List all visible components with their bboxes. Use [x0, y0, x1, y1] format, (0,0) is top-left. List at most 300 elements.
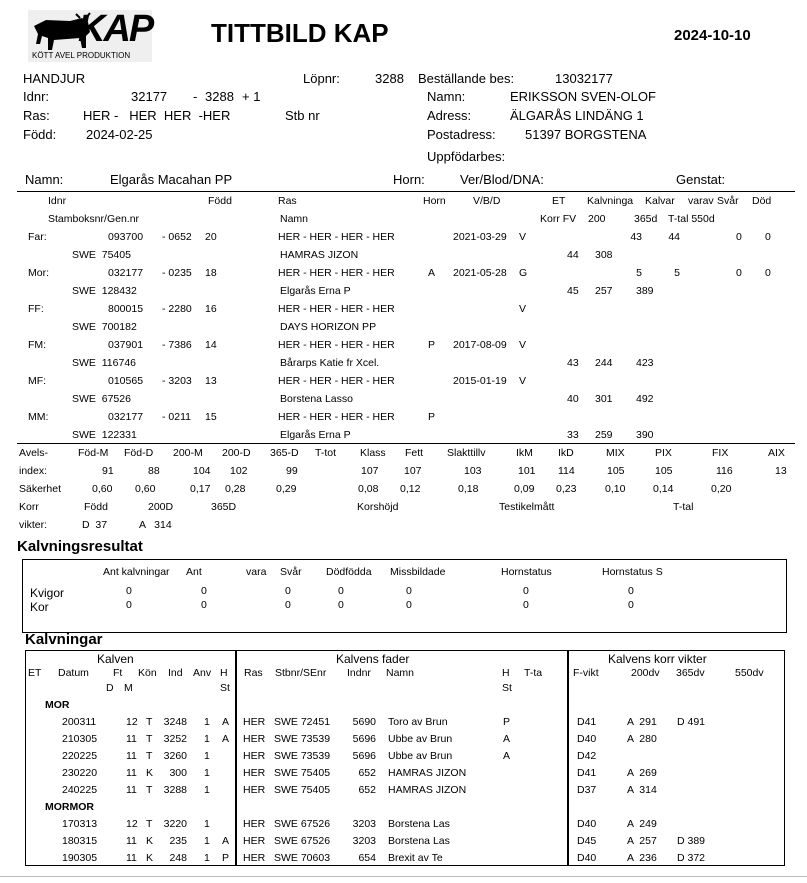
sakerhet-value: 0,23: [556, 483, 577, 495]
pedigree-horn: P: [428, 339, 436, 351]
father-namn: HAMRAS JIZON: [388, 784, 467, 796]
ras-label: Ras:: [23, 108, 50, 123]
pedigree-ras: HER - HER - HER - HER: [278, 375, 395, 387]
vikt-365: D 372: [677, 852, 706, 864]
calf-ft: 12: [126, 716, 138, 728]
calf-datum: 210305: [62, 733, 98, 745]
postadress-label: Postadress:: [427, 127, 496, 142]
father-namn: Borstena Las: [388, 818, 450, 830]
vikt-200: A 280: [627, 733, 657, 745]
calf-ft: 11: [126, 852, 137, 864]
father-indnr: 652: [358, 767, 376, 779]
pedigree-stb: SWE 122331: [72, 429, 137, 441]
pedigree-stb: SWE 128432: [72, 285, 137, 297]
calf-ind: 3288: [163, 784, 187, 796]
fader-group-header: Kalvens fader: [336, 652, 410, 666]
fader-header: T-ta: [524, 667, 543, 679]
pedigree-stb: SWE 116746: [72, 357, 137, 369]
pedigree-gen: - 0652: [162, 231, 192, 243]
calf-ind: 3220: [163, 818, 187, 830]
calf-ft: 11: [126, 750, 137, 762]
father-stb: SWE 72451: [274, 716, 331, 728]
kalven-group-header: Kalven: [97, 652, 134, 666]
vikt-200: A 236: [627, 852, 657, 864]
father-stb: SWE 67526: [274, 818, 331, 830]
father-h: A: [503, 733, 511, 745]
calf-ind: 3248: [163, 716, 187, 728]
pedigree-dod: 0: [765, 267, 771, 279]
pedigree-namn: Borstena Lasso: [280, 393, 353, 405]
calf-h: A: [222, 835, 230, 847]
calf-ind: 3260: [163, 750, 187, 762]
stb-label: Stb nr: [285, 108, 320, 123]
index-header: T-tot: [315, 447, 337, 459]
calf-anv: 1: [204, 716, 210, 728]
father-ras: HER: [243, 767, 266, 779]
ttal-label: T-tal: [673, 501, 694, 513]
vikt-f: D41: [577, 716, 597, 728]
pedigree-365: 423: [636, 357, 654, 369]
kres-value: 0: [201, 599, 207, 611]
kres-row-label: Kvigor: [30, 586, 65, 600]
kres-header: Dödfödda: [326, 566, 372, 578]
pedigree-header: Kalvar: [645, 195, 675, 207]
calf-ind: 300: [169, 767, 187, 779]
calf-ft: 12: [126, 818, 138, 830]
sakerhet-value: 0,14: [653, 483, 674, 495]
index-header: IkM: [516, 447, 533, 459]
fodd-label: Född:: [23, 127, 57, 142]
pedigree-kalvar: 43: [630, 231, 642, 243]
kalven-header: Ft: [113, 667, 123, 679]
best-label: Beställande bes:: [418, 71, 515, 86]
pedigree-header: Horn: [423, 195, 446, 207]
pedigree-date: 2021-03-29: [453, 231, 507, 243]
pedigree-fodd: 13: [205, 375, 217, 387]
father-ras: HER: [243, 784, 266, 796]
sakerhet-value: 0,20: [711, 483, 732, 495]
pedigree-horn: A: [428, 267, 436, 279]
father-indnr: 5696: [352, 733, 376, 745]
pedigree-korrfv: 43: [567, 357, 579, 369]
vikter-group-header: Kalvens korr vikter: [608, 652, 707, 666]
calf-h: P: [222, 852, 230, 864]
index-header: 365-D: [270, 447, 299, 459]
pedigree-idnr: 032177: [108, 267, 144, 279]
pedigree-header: ET: [552, 195, 566, 207]
fader-header: St: [502, 682, 512, 694]
vikt-f: D40: [577, 733, 597, 745]
pedigree-header: Kalvninga: [587, 195, 634, 207]
index-header: Fett: [405, 447, 424, 459]
father-ras: HER: [243, 733, 266, 745]
father-indnr: 652: [358, 784, 376, 796]
father-indnr: 3203: [352, 818, 376, 830]
pedigree-date: 2021-05-28: [453, 267, 507, 279]
index-header: FIX: [712, 447, 729, 459]
kres-row-label: Kor: [30, 600, 49, 614]
kres-header: Ant: [186, 566, 202, 578]
pedigree-namn: Bårarps Katie fr Xcel.: [280, 357, 380, 369]
vikt-200d: A 314: [139, 519, 172, 531]
kres-header: Ant kalvningar: [103, 566, 170, 578]
father-namn: Brexit av Te: [388, 852, 443, 864]
kres-value: 0: [523, 585, 529, 597]
father-stb: SWE 73539: [274, 750, 331, 762]
fader-header: H: [502, 667, 510, 679]
idnr-b: 3288: [205, 89, 234, 104]
kalvningar-box-vikter: [568, 650, 785, 866]
father-h: P: [503, 716, 511, 728]
vikt-f: D42: [577, 750, 597, 762]
pedigree-200: 301: [595, 393, 613, 405]
korr-200d-label: 200D: [148, 501, 174, 513]
pedigree-idnr: 037901: [108, 339, 144, 351]
fader-header: Namn: [386, 667, 415, 679]
calf-datum: 230220: [62, 767, 98, 779]
sakerhet-value: 0,10: [605, 483, 626, 495]
index-value: 99: [286, 465, 298, 477]
separator-line: [17, 443, 795, 444]
calf-ft: 11: [126, 835, 137, 847]
pedigree-header: 200: [588, 213, 606, 225]
pedigree-varav: 44: [668, 231, 680, 243]
calf-ft: 11: [126, 784, 137, 796]
kres-value: 0: [285, 599, 291, 611]
kalven-header: Ind: [168, 667, 183, 679]
pedigree-stb: SWE 75405: [72, 249, 131, 261]
pedigree-ras: HER - HER - HER - HER: [278, 267, 395, 279]
kalvningsresultat-title: Kalvningsresultat: [17, 538, 143, 555]
pedigree-korrfv: 45: [567, 285, 579, 297]
vikt-f: D37: [577, 784, 597, 796]
vikter-header: 200dv: [631, 667, 660, 679]
idnr-dash: -: [193, 89, 198, 104]
calf-kon: K: [146, 835, 154, 847]
pedigree-date: 2017-08-09: [453, 339, 507, 351]
vikt-365: D 491: [677, 716, 706, 728]
calf-anv: 1: [204, 835, 210, 847]
index-header: Slakttillv: [447, 447, 486, 459]
father-indnr: 5690: [352, 716, 376, 728]
index-header: 200-M: [173, 447, 203, 459]
name-row-label: Namn:: [25, 172, 64, 187]
pedigree-korrfv: 44: [567, 249, 579, 261]
pedigree-gen: - 0211: [162, 411, 191, 423]
index-value: 88: [148, 465, 160, 477]
father-stb: SWE 75405: [274, 767, 331, 779]
vikter-header: F-vikt: [573, 667, 599, 679]
index-header: 200-D: [222, 447, 251, 459]
pedigree-ras: HER - HER - HER - HER: [278, 303, 395, 315]
father-stb: SWE 70603: [274, 852, 331, 864]
calf-datum: 200311: [62, 716, 97, 728]
sakerhet-value: 0,29: [276, 483, 297, 495]
pedigree-365: 389: [636, 285, 654, 297]
pedigree-fodd: 20: [205, 231, 217, 243]
adress-value: ÄLGARÅS LINDÄNG 1: [510, 108, 644, 123]
vikt-365: D 389: [677, 835, 706, 847]
calf-kon: K: [146, 767, 154, 779]
calf-anv: 1: [204, 767, 210, 779]
kalven-header: Anv: [193, 667, 212, 679]
vikt-200: A 257: [627, 835, 657, 847]
pedigree-header: Idnr: [48, 195, 67, 207]
vikt-f: D41: [577, 767, 597, 779]
kres-header: Svår: [280, 566, 302, 578]
calf-anv: 1: [204, 784, 210, 796]
father-stb: SWE 73539: [274, 733, 331, 745]
bottom-line: [0, 876, 807, 877]
index-header: IkD: [558, 447, 574, 459]
kalven-header: M: [124, 682, 133, 694]
index-value: 116: [716, 465, 733, 477]
father-indnr: 5696: [352, 750, 376, 762]
lopnr-value: 3288: [375, 71, 404, 86]
vikter-header: 365dv: [676, 667, 705, 679]
postadress-value: 51397 BORGSTENA: [525, 127, 647, 142]
pedigree-label: MF:: [28, 375, 47, 387]
calf-kon: T: [146, 750, 153, 762]
vikter-label: vikter:: [19, 519, 48, 531]
calf-datum: 180315: [62, 835, 98, 847]
kres-value: 0: [628, 585, 634, 597]
pedigree-label: Mor:: [28, 267, 49, 279]
index-value: 105: [655, 465, 673, 477]
kalven-header: D: [106, 682, 114, 694]
pedigree-header: Född: [208, 195, 232, 207]
kres-value: 0: [126, 599, 132, 611]
pedigree-header: V/B/D: [473, 195, 501, 207]
index-value: 107: [404, 465, 422, 477]
pedigree-idnr: 800015: [108, 303, 144, 315]
father-ras: HER: [243, 835, 266, 847]
calf-anv: 1: [204, 733, 210, 745]
index-value: 104: [193, 465, 211, 477]
pedigree-fodd: 15: [205, 411, 217, 423]
sakerhet-value: 0,18: [458, 483, 479, 495]
vikt-200: A 249: [627, 818, 657, 830]
pedigree-label: MM:: [28, 411, 49, 423]
pedigree-365: 492: [636, 393, 654, 405]
vbd-label: Ver/Blod/DNA:: [460, 172, 544, 187]
calf-kon: T: [146, 818, 153, 830]
pedigree-date: 2015-01-19: [453, 375, 507, 387]
father-namn: Ubbe av Brun: [388, 750, 453, 762]
pedigree-gen: - 7386: [162, 339, 192, 351]
father-indnr: 654: [358, 852, 376, 864]
pedigree-header: Ras: [278, 195, 297, 207]
pedigree-horn: P: [428, 411, 436, 423]
pedigree-namn: HAMRAS JIZON: [280, 249, 359, 261]
sakerhet-value: 0,60: [135, 483, 156, 495]
kres-value: 0: [285, 585, 291, 597]
animal-kind: HANDJUR: [23, 71, 86, 86]
kres-header: Hornstatus: [501, 566, 552, 578]
pedigree-dod: 0: [765, 231, 771, 243]
pedigree-ras: HER - HER - HER - HER: [278, 231, 395, 243]
section-label: MORMOR: [45, 801, 94, 813]
pedigree-vbd: G: [519, 267, 528, 279]
pedigree-idnr: 093700: [108, 231, 144, 243]
calf-datum: 190305: [62, 852, 98, 864]
kres-value: 0: [201, 585, 207, 597]
logo-text: KAP: [78, 8, 153, 50]
father-namn: Borstena Las: [388, 835, 450, 847]
index-value: 102: [230, 465, 248, 477]
calf-kon: T: [146, 784, 153, 796]
pedigree-fodd: 18: [205, 267, 217, 279]
pedigree-label: FF:: [28, 303, 44, 315]
vikt-f: D40: [577, 818, 597, 830]
kres-value: 0: [628, 599, 634, 611]
vikt-200: A 291: [627, 716, 657, 728]
section-label: MOR: [45, 699, 70, 711]
father-indnr: 3203: [352, 835, 376, 847]
pedigree-vbd: V: [519, 375, 527, 387]
namn-label: Namn:: [427, 89, 466, 104]
pedigree-header: T-tal 550d: [668, 213, 715, 225]
index-value: 91: [102, 465, 114, 477]
pedigree-200: 244: [595, 357, 613, 369]
pedigree-200: 257: [595, 285, 613, 297]
index-header: Föd-D: [124, 447, 154, 459]
namn-value: ERIKSSON SVEN-OLOF: [510, 89, 656, 104]
index-value: 13: [775, 465, 787, 477]
pedigree-korrfv: 40: [567, 393, 579, 405]
kres-value: 0: [406, 599, 412, 611]
vikt-200: A 269: [627, 767, 657, 779]
vikt-200: A 314: [627, 784, 657, 796]
father-ras: HER: [243, 818, 266, 830]
kres-value: 0: [338, 585, 344, 597]
pedigree-header: varav: [688, 195, 714, 207]
kap-logo: [28, 10, 152, 62]
index-value: 114: [558, 465, 575, 477]
father-namn: Toro av Brun: [388, 716, 448, 728]
index-label: index:: [19, 465, 48, 477]
father-namn: Ubbe av Brun: [388, 733, 453, 745]
sakerhet-value: 0,60: [92, 483, 113, 495]
pedigree-kalvar: 5: [636, 267, 642, 279]
index-header: Föd-M: [78, 447, 109, 459]
best-value: 13032177: [555, 71, 613, 86]
pedigree-365: 390: [636, 429, 654, 441]
index-header: MIX: [606, 447, 625, 459]
kres-value: 0: [523, 599, 529, 611]
pedigree-idnr: 032177: [108, 411, 144, 423]
sakerhet-label: Säkerhet: [19, 483, 62, 495]
sakerhet-value: 0,12: [400, 483, 421, 495]
kalven-header: H: [220, 667, 228, 679]
calf-datum: 170313: [62, 818, 98, 830]
index-value: 101: [518, 465, 536, 477]
sakerhet-value: 0,09: [514, 483, 535, 495]
calf-kon: T: [146, 733, 153, 745]
korshojd-label: Korshöjd: [357, 501, 399, 513]
sakerhet-value: 0,17: [190, 483, 211, 495]
vikt-f: D40: [577, 852, 597, 864]
sakerhet-value: 0,28: [225, 483, 246, 495]
genstat-label: Genstat:: [676, 172, 726, 187]
pedigree-fodd: 16: [205, 303, 217, 315]
kres-header: Hornstatus S: [602, 566, 663, 578]
calf-datum: 240225: [62, 784, 98, 796]
idnr-label: Idnr:: [23, 89, 50, 104]
fader-header: Indnr: [347, 667, 371, 679]
lopnr-label: Löpnr:: [303, 71, 340, 86]
kalvningar-title: Kalvningar: [25, 631, 103, 648]
fodd-value: 2024-02-25: [86, 127, 153, 142]
pedigree-varav: 5: [674, 267, 680, 279]
logo-subtitle: KÖTT AVEL PRODUKTION: [32, 51, 131, 60]
pedigree-header: Död: [752, 195, 772, 207]
pedigree-namn: Elgarås Erna P: [280, 285, 351, 297]
kres-value: 0: [338, 599, 344, 611]
kres-value: 0: [406, 585, 412, 597]
calf-ind: 248: [169, 852, 187, 864]
index-header: Avels-: [19, 447, 48, 459]
index-value: 105: [607, 465, 625, 477]
vikt-f: D45: [577, 835, 597, 847]
korr-label: Korr: [19, 501, 39, 513]
testikel-label: Testikelmått: [499, 501, 555, 513]
father-namn: HAMRAS JIZON: [388, 767, 467, 779]
calf-datum: 220225: [62, 750, 98, 762]
kalven-header: Kön: [138, 667, 157, 679]
father-ras: HER: [243, 716, 266, 728]
pedigree-vbd: V: [519, 339, 527, 351]
fader-header: Stbnr/SEnr: [275, 667, 327, 679]
calf-ind: 235: [169, 835, 187, 847]
pedigree-label: Far:: [28, 231, 47, 243]
pedigree-header: Namn: [280, 213, 309, 225]
calf-h: A: [222, 716, 230, 728]
korr-fodd-label: Född: [84, 501, 108, 513]
pedigree-svar: 0: [736, 267, 742, 279]
idnr-c: + 1: [242, 89, 261, 104]
kalven-header: ET: [28, 667, 42, 679]
pedigree-200: 259: [595, 429, 613, 441]
calf-ft: 11: [126, 733, 137, 745]
index-header: Klass: [360, 447, 386, 459]
pedigree-header: 365d: [634, 213, 658, 225]
pedigree-label: FM:: [28, 339, 47, 351]
uppf-label: Uppfödarbes:: [427, 149, 506, 164]
kres-header: vara: [246, 566, 267, 578]
separator-line: [17, 191, 795, 192]
kres-header: Missbildade: [390, 566, 446, 578]
pedigree-namn: Elgarås Erna P: [280, 429, 351, 441]
idnr-a: 32177: [131, 89, 168, 104]
adress-label: Adress:: [427, 108, 472, 123]
name-row-value: Elgarås Macahan PP: [110, 172, 233, 187]
father-stb: SWE 75405: [274, 784, 331, 796]
vikter-header: 550dv: [735, 667, 764, 679]
calf-anv: 1: [204, 750, 210, 762]
kres-value: 0: [126, 585, 132, 597]
report-date: 2024-10-10: [674, 27, 751, 44]
calf-kon: K: [146, 852, 154, 864]
pedigree-svar: 0: [736, 231, 742, 243]
calf-ft: 11: [126, 767, 137, 779]
index-value: 107: [361, 465, 379, 477]
calf-h: A: [222, 733, 230, 745]
pedigree-stb: SWE 67526: [72, 393, 131, 405]
pedigree-ras: HER - HER - HER - HER: [278, 339, 395, 351]
index-value: 103: [464, 465, 482, 477]
index-header: PIX: [655, 447, 672, 459]
